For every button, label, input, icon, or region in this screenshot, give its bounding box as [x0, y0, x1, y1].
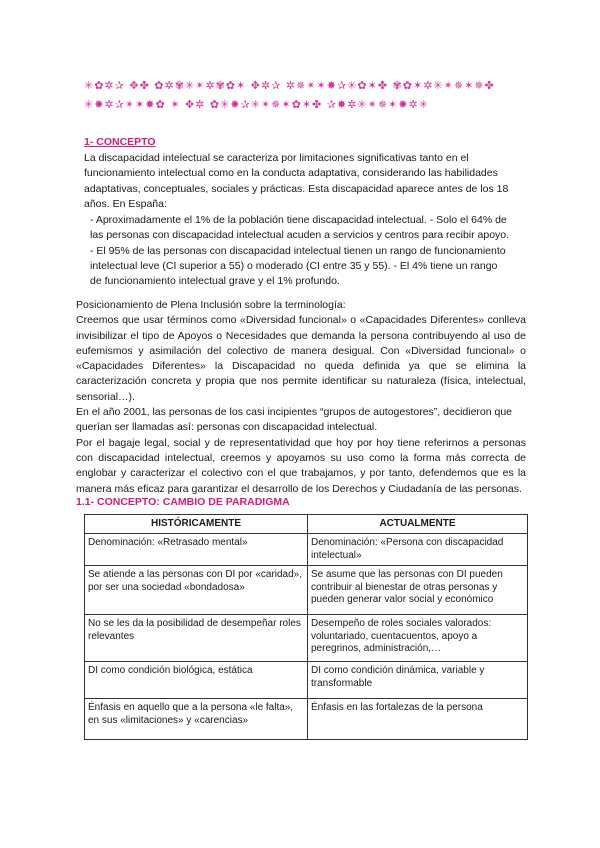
table-row [85, 534, 528, 566]
table-row [85, 566, 528, 615]
section-heading-concepto: 1- CONCEPTO [84, 136, 156, 148]
table-row [85, 615, 528, 662]
table-header-row [85, 515, 528, 534]
decorative-title-line-2: ✳✸✲✰✴✶✸✿ ✶ ✥✲ ✿✳✸✰✳✴✵✶✿✶✤ ✰✸✲✳✴✵✶✸✲✳ [84, 98, 429, 111]
table-cell-historico: No se les da la posibilidad de desempeñar roles relevantes [85, 615, 308, 662]
intro-paragraph: La discapacidad intelectual se caracteriza por limitaciones significativas tanto en el funcionamiento intelectual como en la conducta adaptativa, considerando las habilidades adaptativas, conceptuales, sociales y prácticas. Esta discapacidad aparece antes de los 18 años. En España: [84, 152, 509, 210]
position-title: Posicionamiento de Plena Inclusión sobre la terminología: [76, 299, 346, 311]
terminology-position [76, 298, 526, 497]
table-cell-historico: DI como condición biológica, estática [85, 662, 308, 699]
table-row [85, 699, 528, 740]
table-cell-historico: Énfasis en aquello que a la persona «le falta», en sus «limitaciones» y «carencias» [85, 699, 308, 740]
table-cell-historico: Se atiende a las personas con DI por «caridad», por ser una sociedad «bondadosa» [85, 566, 308, 615]
position-paragraph-1: Creemos que usar términos como «Diversidad funcional» o «Capacidades Diferentes» conlleva invisibilizar el tipo de Apoyos o Necesidades que demanda la persona contribuyendo al uso de eufemismos y asimilación del colectivo de manera desigual. Con «Diversidad funcional» o «Capacidades Diferentes» la Discapacidad no queda definida ya que se elimina la caracterización concreta y propia que nos permite identificar su naturaleza (física, intelectual, sensorial…). [76, 314, 526, 403]
table-cell-actual: DI como condición dinámica, variable y transformable [308, 662, 528, 699]
table-cell-actual: Se asume que las personas con DI pueden contribuir al bienestar de otras personas y pueden generar valor social y económico [308, 566, 528, 615]
table-cell-historico: Denominación: «Retrasado mental» [85, 534, 308, 566]
column-header-historicamente: HISTÓRICAMENTE [85, 515, 308, 534]
position-paragraph-3: Por el bagaje legal, social y de representatividad que hoy por hoy tiene referirnos a personas con discapacidad intelectual, creemos y apoyamos su uso como la forma más correcta de englobar y caracterizar el colectivo con el que trabajamos, y por tanto, defendemos que es la manera más eficaz para garantizar el desarrollo de los Derechos y Ciudadanía de las personas. [76, 436, 526, 495]
section-heading-paradigma: 1.1- CONCEPTO: CAMBIO DE PARADIGMA [76, 496, 290, 508]
table-cell-actual: Desempeño de roles sociales valorados: voluntariado, cuentacuentos, apoyo a peregrinos, administración,… [308, 615, 528, 662]
decorative-title-line-1: ✳✿✲✰ ✥✤ ✿✲✾✳✴✲✾✿✶ ✥✲✰ ✲✵✴✶✸✰✳✿✶✤ ✾✿✶✲✳✴✵✶✵✤ [84, 79, 495, 92]
column-header-actualmente: ACTUALMENTE [308, 515, 528, 534]
statistics-item: - Aproximadamente el 1% de la población tiene discapacidad intelectual. - Solo el 64% de las personas con discapacidad intelectual acuden a servicios y centros para recibir apoyo. [90, 214, 510, 242]
table-cell-actual: Denominación: «Persona con discapacidad intelectual» [308, 534, 528, 566]
table-row [85, 662, 528, 699]
statistics-item: - El 95% de las personas con discapacidad intelectual tienen un rango de funcionamiento intelectual leve (CI superior a 55) o moderado (CI entre 35 y 55). - El 4% tiene un rango de funcionamiento intelectual grave y el 1% profundo. [90, 244, 506, 288]
position-paragraph-2: En el año 2001, las personas de los casi incipientes “grupos de autogestores”, decidieron que querían ser llamadas así: personas con discapacidad intelectual. [76, 406, 513, 434]
statistics-list [90, 213, 510, 289]
paradigm-table [84, 514, 528, 740]
table-cell-actual: Énfasis en las fortalezas de la persona [308, 699, 528, 740]
